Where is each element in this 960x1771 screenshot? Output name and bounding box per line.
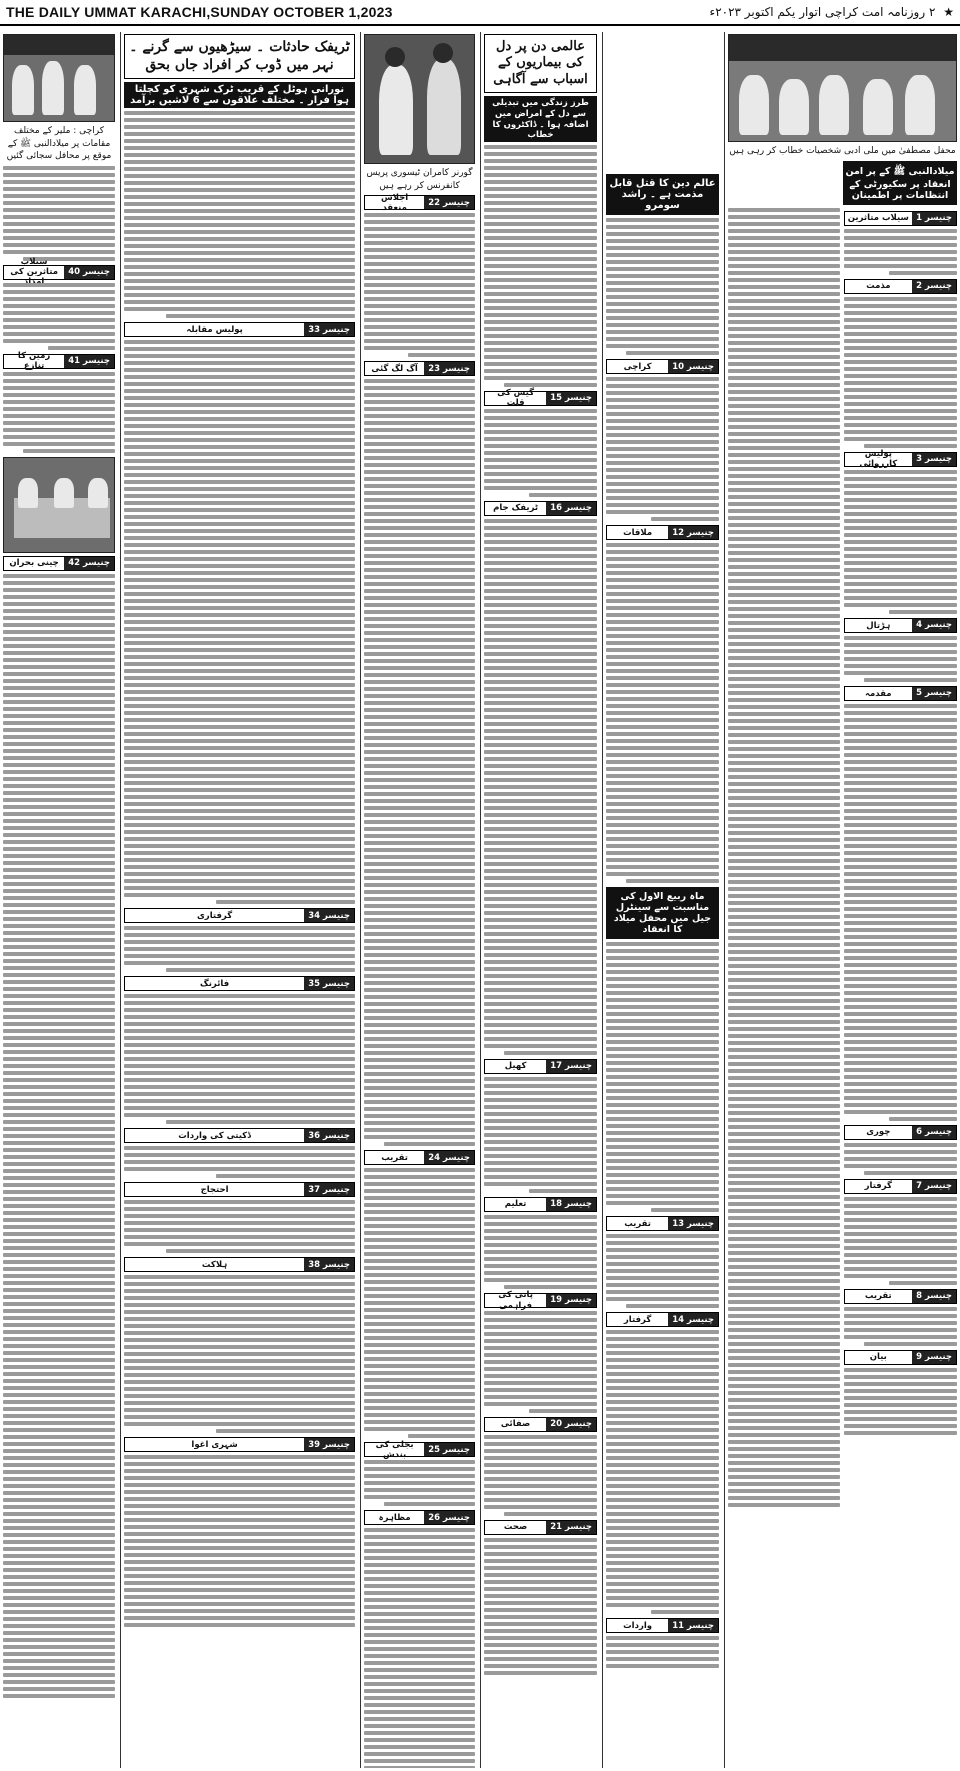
headline: عالمی دن پر دل کی بیماریوں کے اسباب سے آگاہی [484, 34, 597, 93]
story-tag: چنیسر 5 مقدمہ [844, 686, 958, 701]
boxed-headline: میلادالنبی ﷺ کے پر امن انعقاد پر سکیورٹی کے انتظامات پر اطمینان [843, 161, 957, 205]
story-tag: چنیسر 14 گرفتار [606, 1312, 719, 1327]
story-body [3, 166, 115, 261]
story-tag: چنیسر 22 اجلاس منعقد [364, 195, 475, 210]
column-1 [0, 32, 118, 1768]
story-tag: چنیسر 4 ہڑتال [844, 618, 958, 633]
story-tag: چنیسر 6 چوری [844, 1125, 958, 1140]
story-tag: چنیسر 20 صفائی [484, 1417, 597, 1432]
story-tag: چنیسر 10 کراچی [606, 359, 719, 374]
story-tag: چنیسر 18 تعلیم [484, 1197, 597, 1212]
page-number: ۲ [928, 5, 936, 19]
masthead-urdu-text: روزنامہ امت کراچی اتوار یکم اکتوبر ۲۰۲۳ء [709, 5, 926, 19]
story-tag: چنیسر 21 صحت [484, 1520, 597, 1535]
story-tag: چنیسر 33 پولیس مقابلہ [124, 322, 355, 337]
story-tag: چنیسر 13 تقریب [606, 1216, 719, 1231]
news-photo [364, 34, 475, 164]
boxed-headline: ماہ ربیع الاول کی مناسبت سے سینٹرل جیل میں محفل میلاد کا انعقاد [606, 887, 719, 939]
masthead [0, 0, 960, 26]
story-tag: چنیسر 8 تقریب [844, 1289, 958, 1304]
subheadline: نورانی ہوٹل کے قریب ٹرک شہری کو کچلتا ہوا فرار ۔ مختلف علاقوں سے 6 لاشیں برآمد [124, 82, 355, 108]
story-tag: چنیسر 11 واردات [606, 1618, 719, 1633]
newspaper-columns [0, 32, 960, 1768]
story-tag: چنیسر 3 پولیس کارروائی [844, 452, 958, 467]
story-tag: چنیسر 35 فائرنگ [124, 976, 355, 991]
masthead-english-title: THE DAILY UMMAT KARACHI,SUNDAY OCTOBER 1,2023 [6, 4, 393, 20]
story-tag: چنیسر 12 ملاقات [606, 525, 719, 540]
story-tag: چنیسر 17 کھیل [484, 1059, 597, 1074]
story-tag: چنیسر 15 گیس کی قلت [484, 391, 597, 406]
photo-caption: محفل مصطفیٰ میں ملی ادبی شخصیات خطاب کر رہی ہیں [729, 146, 956, 156]
column-2 [120, 32, 358, 1768]
story-tag: چنیسر 19 پانی کی فراہمی [484, 1293, 597, 1308]
column-4 [480, 32, 600, 1768]
story-tag: چنیسر 2 مذمت [844, 279, 958, 294]
star-icon: ★ [943, 5, 954, 19]
column-5 [602, 32, 722, 1768]
column-3 [360, 32, 478, 1768]
news-photo [728, 34, 957, 142]
story-tag: چنیسر 26 مظاہرہ [364, 1510, 475, 1525]
headline: ٹریفک حادثات ۔ سیڑھیوں سے گرنے ۔ نہر میں ڈوب کر افراد جاں بحق [124, 34, 355, 79]
story-tag: چنیسر 36 ڈکیتی کی واردات [124, 1128, 355, 1143]
story-tag: چنیسر 24 تقریب [364, 1150, 475, 1165]
news-photo [3, 34, 115, 122]
photo-caption: کراچی : ملیر کے مختلف مقامات پر میلادالنبی ﷺ کے موقع پر محافل سجائی گئیں [6, 126, 112, 162]
story-tag: چنیسر 25 بجلی کی بندش [364, 1442, 475, 1457]
story-tag: چنیسر 42 چینی بحران [3, 556, 115, 571]
story-tag: چنیسر 7 گرفتار [844, 1179, 958, 1194]
story-tag: چنیسر 34 گرفتاری [124, 908, 355, 923]
story-tag: چنیسر 40 سیلاب متاثرین کی [3, 265, 115, 280]
story-tag: چنیسر 37 احتجاج [124, 1182, 355, 1197]
news-photo [3, 457, 115, 553]
subheadline: طرز زندگی میں تبدیلی سے دل کے امراض میں اضافہ ہوا ۔ ڈاکٹروں کا خطاب [484, 96, 597, 142]
photo-caption: گورنر کامران ٹیسوری پریس کانفرنس کر رہے ہیں [366, 168, 473, 191]
boxed-headline: عالم دین کا قتل قابل مذمت ہے ۔ راشد سومرو [606, 174, 719, 215]
story-tag: چنیسر 38 ہلاکت [124, 1257, 355, 1272]
story-tag: چنیسر 1 سیلاب متاثرین [844, 211, 958, 226]
story-tag: چنیسر 23 آگ لگ گئی [364, 361, 475, 376]
story-tag: چنیسر 9 بیان [844, 1350, 958, 1365]
story-tag: چنیسر 41 زمین کا تنازع [3, 354, 115, 369]
story-tag: چنیسر 16 ٹریفک جام [484, 501, 597, 516]
masthead-urdu-title [710, 5, 954, 19]
story-tag: چنیسر 39 شہری اغوا [124, 1437, 355, 1452]
column-6 [724, 32, 960, 1768]
